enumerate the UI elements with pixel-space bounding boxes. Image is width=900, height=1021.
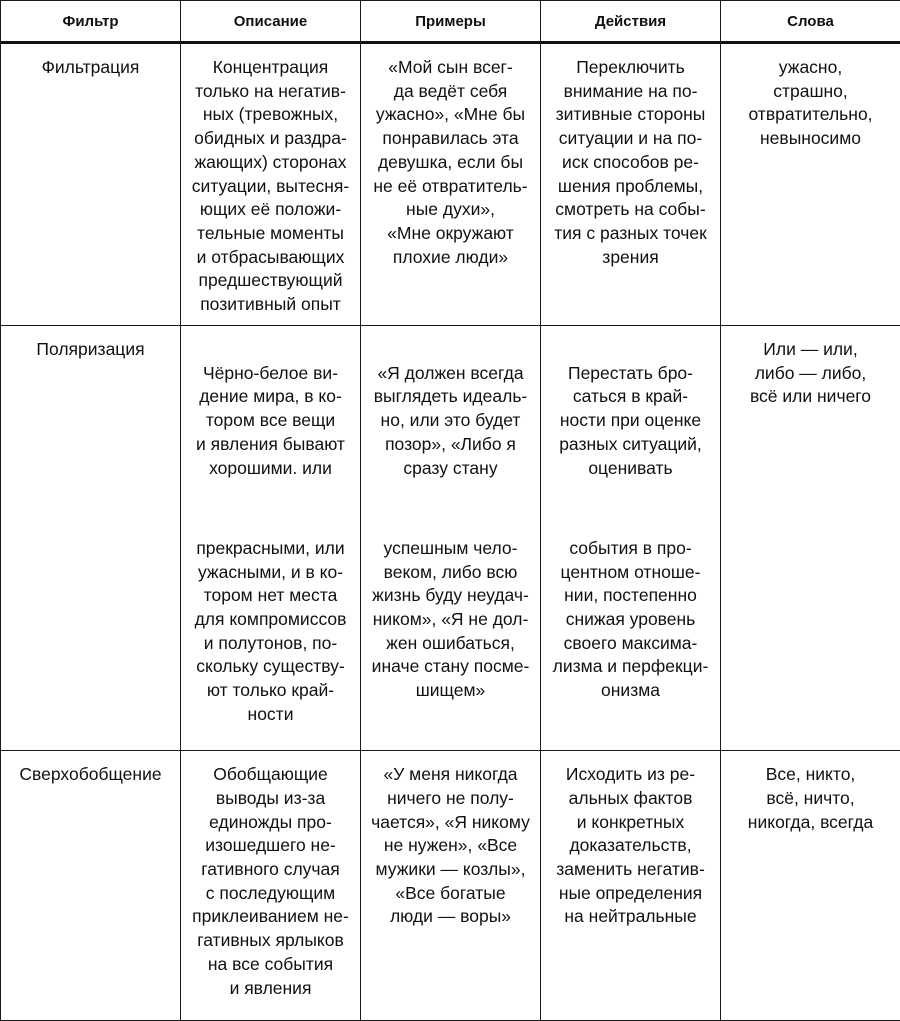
filter-cell: Поляризация xyxy=(1,326,181,751)
words-cell: Или — или, либо — либо, всё или ничего xyxy=(721,326,900,751)
table-header xyxy=(1,1,900,43)
words-cell: Все, никто, всё, ничто, никогда, всегда xyxy=(721,751,900,1021)
description-cell xyxy=(181,326,361,751)
header-actions: Действия xyxy=(541,1,721,43)
actions-part-2: события в про- центном отноше- нии, постепенно снижая уровень своего максима- лизма и перфекци- онизма xyxy=(549,537,712,703)
description-cell: Концентрация только на негатив- ных (тревожных, обидных и раздра- жающих) сторонах ситуации, вытесня- ющих её положи- тельные моменты и отбрасывающих предшествующий позитивный опыт xyxy=(181,43,361,326)
header-examples: Примеры xyxy=(361,1,541,43)
actions-cell: Переключить внимание на по- зитивные стороны ситуации и на по- иск способов ре- шения проблемы, смотреть на собы- тия с разных точек зрения xyxy=(541,43,721,326)
header-description: Описание xyxy=(181,1,361,43)
table-body xyxy=(1,43,900,1021)
filter-cell: Сверхобобщение xyxy=(1,751,181,1021)
actions-cell xyxy=(541,326,721,751)
actions-cell: Исходить из ре- альных фактов и конкретных доказательств, заменить негатив- ные определения на нейтральные xyxy=(541,751,721,1021)
examples-part-2: успешным чело- веком, либо всю жизнь буду неудач- ником», «Я не дол- жен ошибаться, иначе стану посме- шищем» xyxy=(369,537,532,703)
header-words: Слова xyxy=(721,1,900,43)
examples-part-1: «Я должен всегда выглядеть идеаль- но, или это будет позор», «Либо я сразу стану xyxy=(369,362,532,481)
table-row xyxy=(1,751,900,1021)
table-row xyxy=(1,43,900,326)
actions-part-1: Перестать бро- саться в край- ности при оценке разных ситуаций, оценивать xyxy=(549,362,712,481)
header-row xyxy=(1,1,900,43)
description-cell: Обобщающие выводы из-за единожды про- изошедшего не- гативного случая с последующим приклеиванием не- гативных ярлыков на все события и явления xyxy=(181,751,361,1021)
filter-cell: Фильтрация xyxy=(1,43,181,326)
examples-cell: «Мой сын всег- да ведёт себя ужасно», «Мне бы понравилась эта девушка, если бы не её отвратитель- ные духи», «Мне окружают плохие люди» xyxy=(361,43,541,326)
description-part-2: прекрасными, или ужасными, и в ко- тором нет места для компромиссов и полутонов, по- скольку существу- ют только край- ности xyxy=(189,537,352,727)
table-row xyxy=(1,326,900,751)
examples-cell xyxy=(361,326,541,751)
header-filter: Фильтр xyxy=(1,1,181,43)
description-part-1: Чёрно-белое ви- дение мира, в ко- тором все вещи и явления бывают хорошими. или xyxy=(189,362,352,481)
examples-cell: «У меня никогда ничего не полу- чается», «Я никому не нужен», «Все мужики — козлы», «Все богатые люди — воры» xyxy=(361,751,541,1021)
words-cell: ужасно, страшно, отвратительно, невыносимо xyxy=(721,43,900,326)
